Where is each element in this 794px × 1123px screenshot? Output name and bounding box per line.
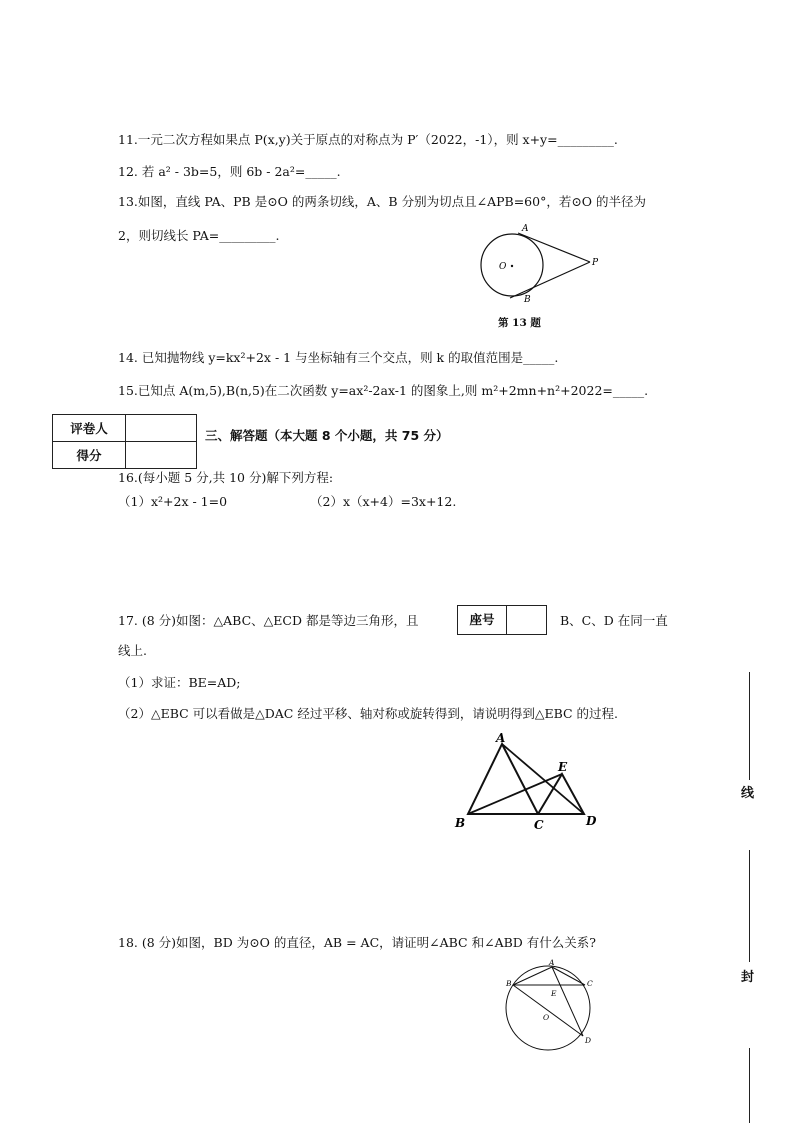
question-17-part2: （2）△EBC 可以看做是△DAC 经过平移、轴对称或旋转得到，请说明得到△EBC 的过程. (118, 706, 619, 721)
fig17-triangle-abc (468, 744, 538, 814)
fig13-tangent-pb (510, 262, 590, 298)
score-table (52, 414, 197, 469)
score-table-score-cell[interactable] (126, 442, 197, 469)
fig18-line-ac (552, 967, 585, 985)
score-table-reviewer-label: 评卷人 (53, 415, 126, 442)
question-16-part2: （2）x（x+4）=3x+12. (310, 494, 457, 509)
question-16-part1: （1）x²+2x - 1=0 (118, 494, 228, 509)
fig18-line-bd (513, 985, 583, 1036)
fig18-line-ab (513, 967, 552, 985)
question-15: 15.已知点 A(m,5),B(n,5)在二次函数 y=ax²-2ax-1 的图象上,则 m²+2mn+n²+2022=_____. (118, 383, 649, 398)
question-16: 16.(每小题 5 分,共 10 分)解下列方程: (118, 470, 334, 485)
binding-line-segment-3 (749, 1048, 750, 1123)
section-3-heading: 三、解答题（本大题 8 个小题，共 75 分） (205, 428, 449, 443)
fig13-center-dot (511, 265, 513, 267)
question-14: 14. 已知抛物线 y=kx²+2x - 1 与坐标轴有三个交点，则 k 的取值范围是_____. (118, 350, 559, 365)
figure-13-caption: 第 13 题 (498, 317, 541, 329)
binding-line-segment-2 (749, 850, 750, 962)
fig18-label-a: A (549, 958, 555, 967)
fig13-tangent-pa (518, 233, 590, 262)
seat-number-label: 座号 (458, 606, 507, 634)
question-18: 18. (8 分)如图，BD 为⊙O 的直径，AB = AC，请证明∠ABC 和∠ABD 有什么关系? (118, 935, 596, 950)
fig18-line-ad (552, 967, 583, 1036)
fig18-label-e: E (551, 989, 557, 998)
question-12: 12. 若 a² - 3b=5，则 6b - 2a²=_____. (118, 164, 341, 179)
score-table-reviewer-cell[interactable] (126, 415, 197, 442)
fig18-label-c: C (587, 979, 593, 988)
question-11: 11.一元二次方程如果点 P(x,y)关于原点的对称点为 P′（2022，-1），则 x+y=_________. (118, 132, 618, 147)
question-17-text-a: 17. (8 分)如图：△ABC、△ECD 都是等边三角形，且 (118, 613, 419, 628)
fig13-label-o: O (499, 262, 507, 272)
fig17-label-a: A (496, 731, 506, 745)
figure-13 (470, 222, 610, 314)
fig18-circle (506, 966, 590, 1050)
question-17-part1: （1）求证：BE=AD; (118, 675, 241, 690)
score-table-score-label: 得分 (53, 442, 126, 469)
fig18-label-b: B (506, 979, 512, 988)
figure-18 (500, 958, 610, 1058)
fig13-label-a: A (522, 224, 529, 234)
fig13-label-p: P (592, 258, 599, 268)
fig17-label-c: C (534, 818, 544, 832)
question-13-line1: 13.如图，直线 PA、PB 是⊙O 的两条切线，A、B 分别为切点且∠APB=60°，若⊙O 的半径为 (118, 194, 647, 209)
fig17-line-be (468, 774, 562, 814)
fig17-label-e: E (558, 760, 568, 774)
fig17-label-d: D (586, 814, 597, 828)
binding-char-xian: 线 (741, 786, 755, 801)
figure-17 (450, 730, 600, 834)
seat-number-box (457, 605, 547, 635)
fig13-label-b: B (524, 295, 531, 305)
fig18-label-o: O (543, 1013, 550, 1022)
question-17-text-b: B、C、D 在同一直 (560, 613, 668, 628)
binding-char-feng: 封 (741, 970, 755, 985)
binding-line-segment-1 (749, 672, 750, 780)
question-13-line2: 2，则切线长 PA=_________. (118, 228, 280, 243)
fig18-label-d: D (585, 1036, 592, 1045)
fig17-label-b: B (455, 816, 466, 830)
question-17-text-c: 线上. (118, 643, 147, 658)
fig17-line-ad (502, 744, 584, 814)
